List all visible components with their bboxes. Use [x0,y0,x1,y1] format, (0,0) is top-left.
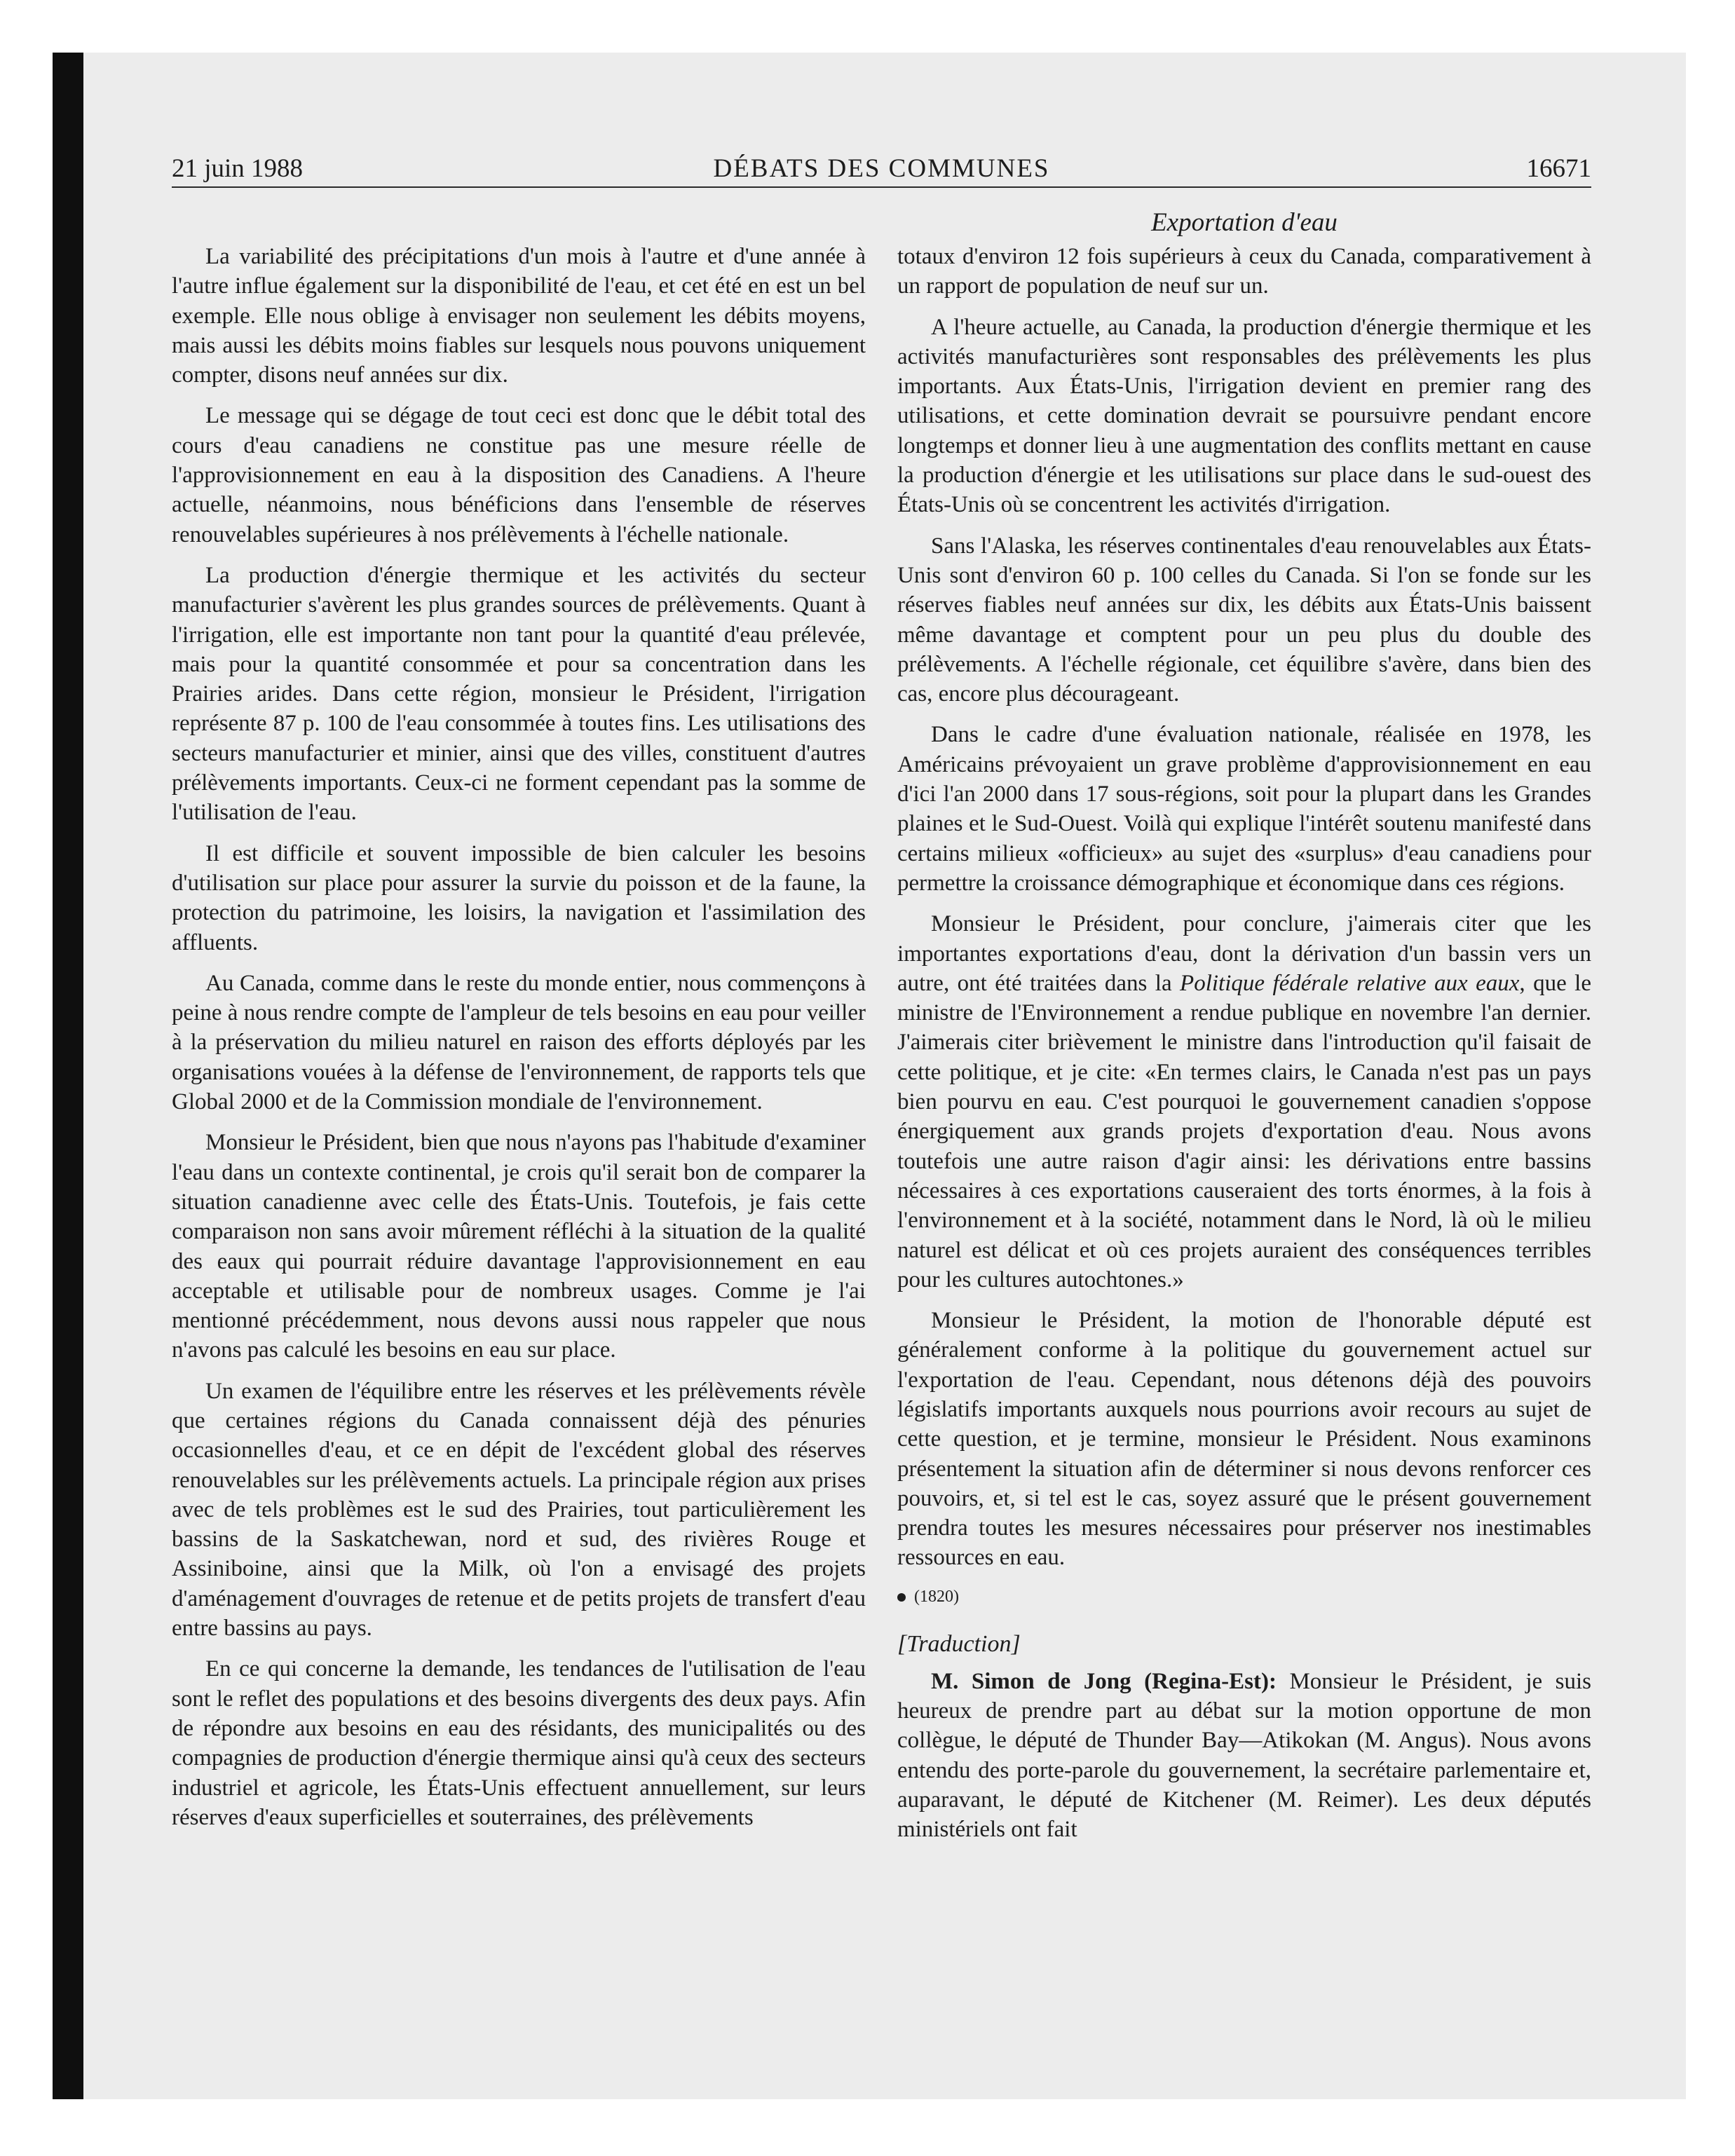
time-mark-text: (1820) [914,1587,959,1606]
speaker-name: M. Simon de Jong (Regina-Est): [931,1668,1277,1694]
conclusion-paragraph [897,909,1591,1295]
section-title: Exportation d'eau [1151,208,1338,237]
conclusion-text-end: , que le ministre de l'Environnement a rendue publique en novembre l'an dernier. J'aimerais citer brièvement le ministre dans l'introduction qu'il faisait de cette politique, et je cite: «En termes clairs, le Canada n'est pas un pays bien pourvu en eau. C'est pourquoi le gouvernement canadien s'oppose énergiquement aux grands projets d'exportation d'eau. Nous avons toutefois une autre raison d'agir ainsi: les dérivations entre bassins nécessaires à ces exportations causeraient des torts énormes, à la fois à l'environnement et à la société, notamment dans le Nord, là où le milieu naturel est délicat et où ces projets auraient des conséquences terribles pour les cultures autochtones.» [897,970,1591,1292]
bullet-icon [897,1593,906,1602]
binding-edge [53,53,83,2099]
paragraph: Au Canada, comme dans le reste du monde entier, nous commençons à peine à nous rendre compte de l'ampleur de tels besoins en eau pour veiller à la préservation du milieu naturel en raison des efforts déployés par les organisations vouées à la défense de l'environnement, de rapports tels que Global 2000 et de la Commission mondiale de l'environnement. [172,970,866,1115]
conclusion-text-start: Monsieur le Président, pour conclure, j'aimerais citer que les importantes exportations d'eau, dont la dérivation d'un bassin vers un autre, ont été traitées dans la [897,911,1591,996]
paragraph: La variabilité des précipitations d'un mois à l'autre et d'une année à l'autre influe également sur la disponibilité de l'eau, et cet été en est un bel exemple. Elle nous oblige à envisager non seulement les débits moyens, mais aussi les débits moins fiables sur lesquels nous pouvons uniquement compter, disons neuf années sur dix. [172,244,866,388]
paragraph: A l'heure actuelle, au Canada, la production d'énergie thermique et les activités manufacturières sont responsables des prélèvements les plus importants. Aux États-Unis, l'irrigation devient en premier rang des utilisations, et cette domination devrait se poursuivre pendant encore longtemps et donner lieu à une augmentation des conflits mettant en cause la production d'énergie et les utilisations sur place dans le sud-ouest des États-Unis où se concentrent les activités d'irrigation. [897,314,1591,518]
paragraph: En ce qui concerne la demande, les tendances de l'utilisation de l'eau sont le reflet des populations et des besoins divergents des deux pays. Afin de répondre aux besoins en eau des résidants, des municipalités ou des compagnies de production d'énergie thermique ainsi qu'à ceux des secteurs industriel et agricole, les États-Unis effectuent annuellement, sur leurs réserves d'eaux superficielles et souterraines, des prélèvements [172,1656,866,1830]
continued-paragraph: totaux d'environ 12 fois supérieurs à ceux du Canada, comparativement à un rapport de population de neuf sur un. [897,244,1591,299]
paragraph: Sans l'Alaska, les réserves continentales d'eau renouvelables aux États-Unis sont d'environ 60 p. 100 celles du Canada. Si l'on se fonde sur les réserves fiables neuf années sur dix, les débits aux États-Unis baissent même davantage et comptent pour un peu plus du double des prélèvements. A l'échelle régionale, cet équilibre s'avère, dans bien des cas, encore plus décourageant. [897,533,1591,707]
paragraph: Dans le cadre d'une évaluation nationale, réalisée en 1978, les Américains prévoyaient un grave problème d'approvisionnement en eau d'ici l'an 2000 dans 17 sous-régions, soit pour la plupart dans les Grandes plaines et le Sud-Ouest. Voilà qui explique l'intérêt soutenu manifesté dans certains milieux «officieux» au sujet des «surplus» d'eau canadiens pour permettre la croissance démographique et économique dans ces régions. [897,722,1591,896]
policy-title: Politique fédérale relative aux eaux [1180,970,1520,996]
paragraph: Il est difficile et souvent impossible de bien calculer les besoins d'utilisation sur place pour assurer la survie du poisson et de la faune, la protection du patrimoine, les loisirs, la navigation et l'assimilation des affluents. [172,840,866,955]
left-column [172,242,866,1843]
paragraph: Un examen de l'équilibre entre les réserves et les prélèvements révèle que certaines régions du Canada connaissent déjà des pénuries occasionnelles d'eau, et ce en dépit de l'excédent global des réserves renouvelables sur les prélèvements actuels. La principale région aux prises avec de tels problèmes est le sud des Prairies, tout particulièrement les bassins de la Saskatchewan, nord et sud, des rivières Rouge et Assiniboine, ainsi que la Milk, où l'on a envisagé des projets d'aménagement d'ouvrages de retenue et de petits projets de transfert d'eau entre bassins au pays. [172,1378,866,1642]
header-date: 21 juin 1988 [172,154,304,183]
header-rule [172,186,1591,188]
running-head [172,150,1591,188]
speaker-text: Monsieur le Président, je suis heureux de prendre part au débat sur la motion opportune de mon collègue, le député de Thunder Bay—Atikokan (M. Angus). Nous avons entendu des porte-parole du gouvernement, la secrétaire parlementaire et, auparavant, le député de Kitchener (M. Reimer). Les deux députés ministériels ont fait [897,1668,1591,1843]
closing-paragraph: Monsieur le Président, la motion de l'honorable député est généralement conforme à la politique du gouvernement actuel sur l'exportation de l'eau. Cependant, nous détenons déjà des pouvoirs législatifs importants auxquels nous pourrions avoir recours au sujet de cette question, et je termine, monsieur le Président. Nous examinons présentement la situation afin de déterminer si nous devons renforcer ces pouvoirs, et, si tel est le cas, soyez assuré que le présent gouvernement prendra toutes les mesures nécessaires pour préserver nos inestimables ressources en eau. [897,1308,1591,1571]
speaker-paragraph [897,1667,1591,1845]
time-mark [897,1585,1591,1608]
translation-tag: [Traduction] [897,1630,1021,1657]
paragraph: La production d'énergie thermique et les activités du secteur manufacturier s'avèrent les plus grandes sources de prélèvements. Quant à l'irrigation, elle est importante non tant pour la quantité d'eau prélevée, mais pour la quantité consommée et pour sa concentration dans les Prairies arides. Dans cette région, monsieur le Président, l'irrigation représente 87 p. 100 de l'eau consommée à toutes fins. Les utilisations des secteurs manufacturier et minier, ainsi que des villes, constituent d'autres prélèvements importants. Ceux-ci ne forment cependant pas la somme de l'utilisation de l'eau. [172,562,866,826]
paragraph: Le message qui se dégage de tout ceci est donc que le débit total des cours d'eau canadiens ne constitue pas une mesure réelle de l'approvisionnement en eau à la disposition des Canadiens. A l'heure actuelle, néanmoins, nous bénéficions dans l'ensemble de réserves renouvelables supérieures à nos prélèvements à l'échelle nationale. [172,403,866,547]
right-column [897,242,1591,1845]
journal-title: DÉBATS DES COMMUNES [713,154,1050,183]
paragraph: Monsieur le Président, bien que nous n'ayons pas l'habitude d'examiner l'eau dans un contexte continental, je crois qu'il serait bon de comparer la situation canadienne avec celle des États-Unis. Toutefois, je fais cette comparaison non sans avoir mûrement réfléchi à la situation de la qualité des eaux qui pourrait réduire davantage l'approvisionnement en eau acceptable et utilisable pour de nombreux usages. Comme je l'ai mentionné précédemment, nous devons aussi nous rappeler que nous n'avons pas calculé les besoins en eau sur place. [172,1130,866,1363]
page-number: 16671 [1526,154,1591,183]
